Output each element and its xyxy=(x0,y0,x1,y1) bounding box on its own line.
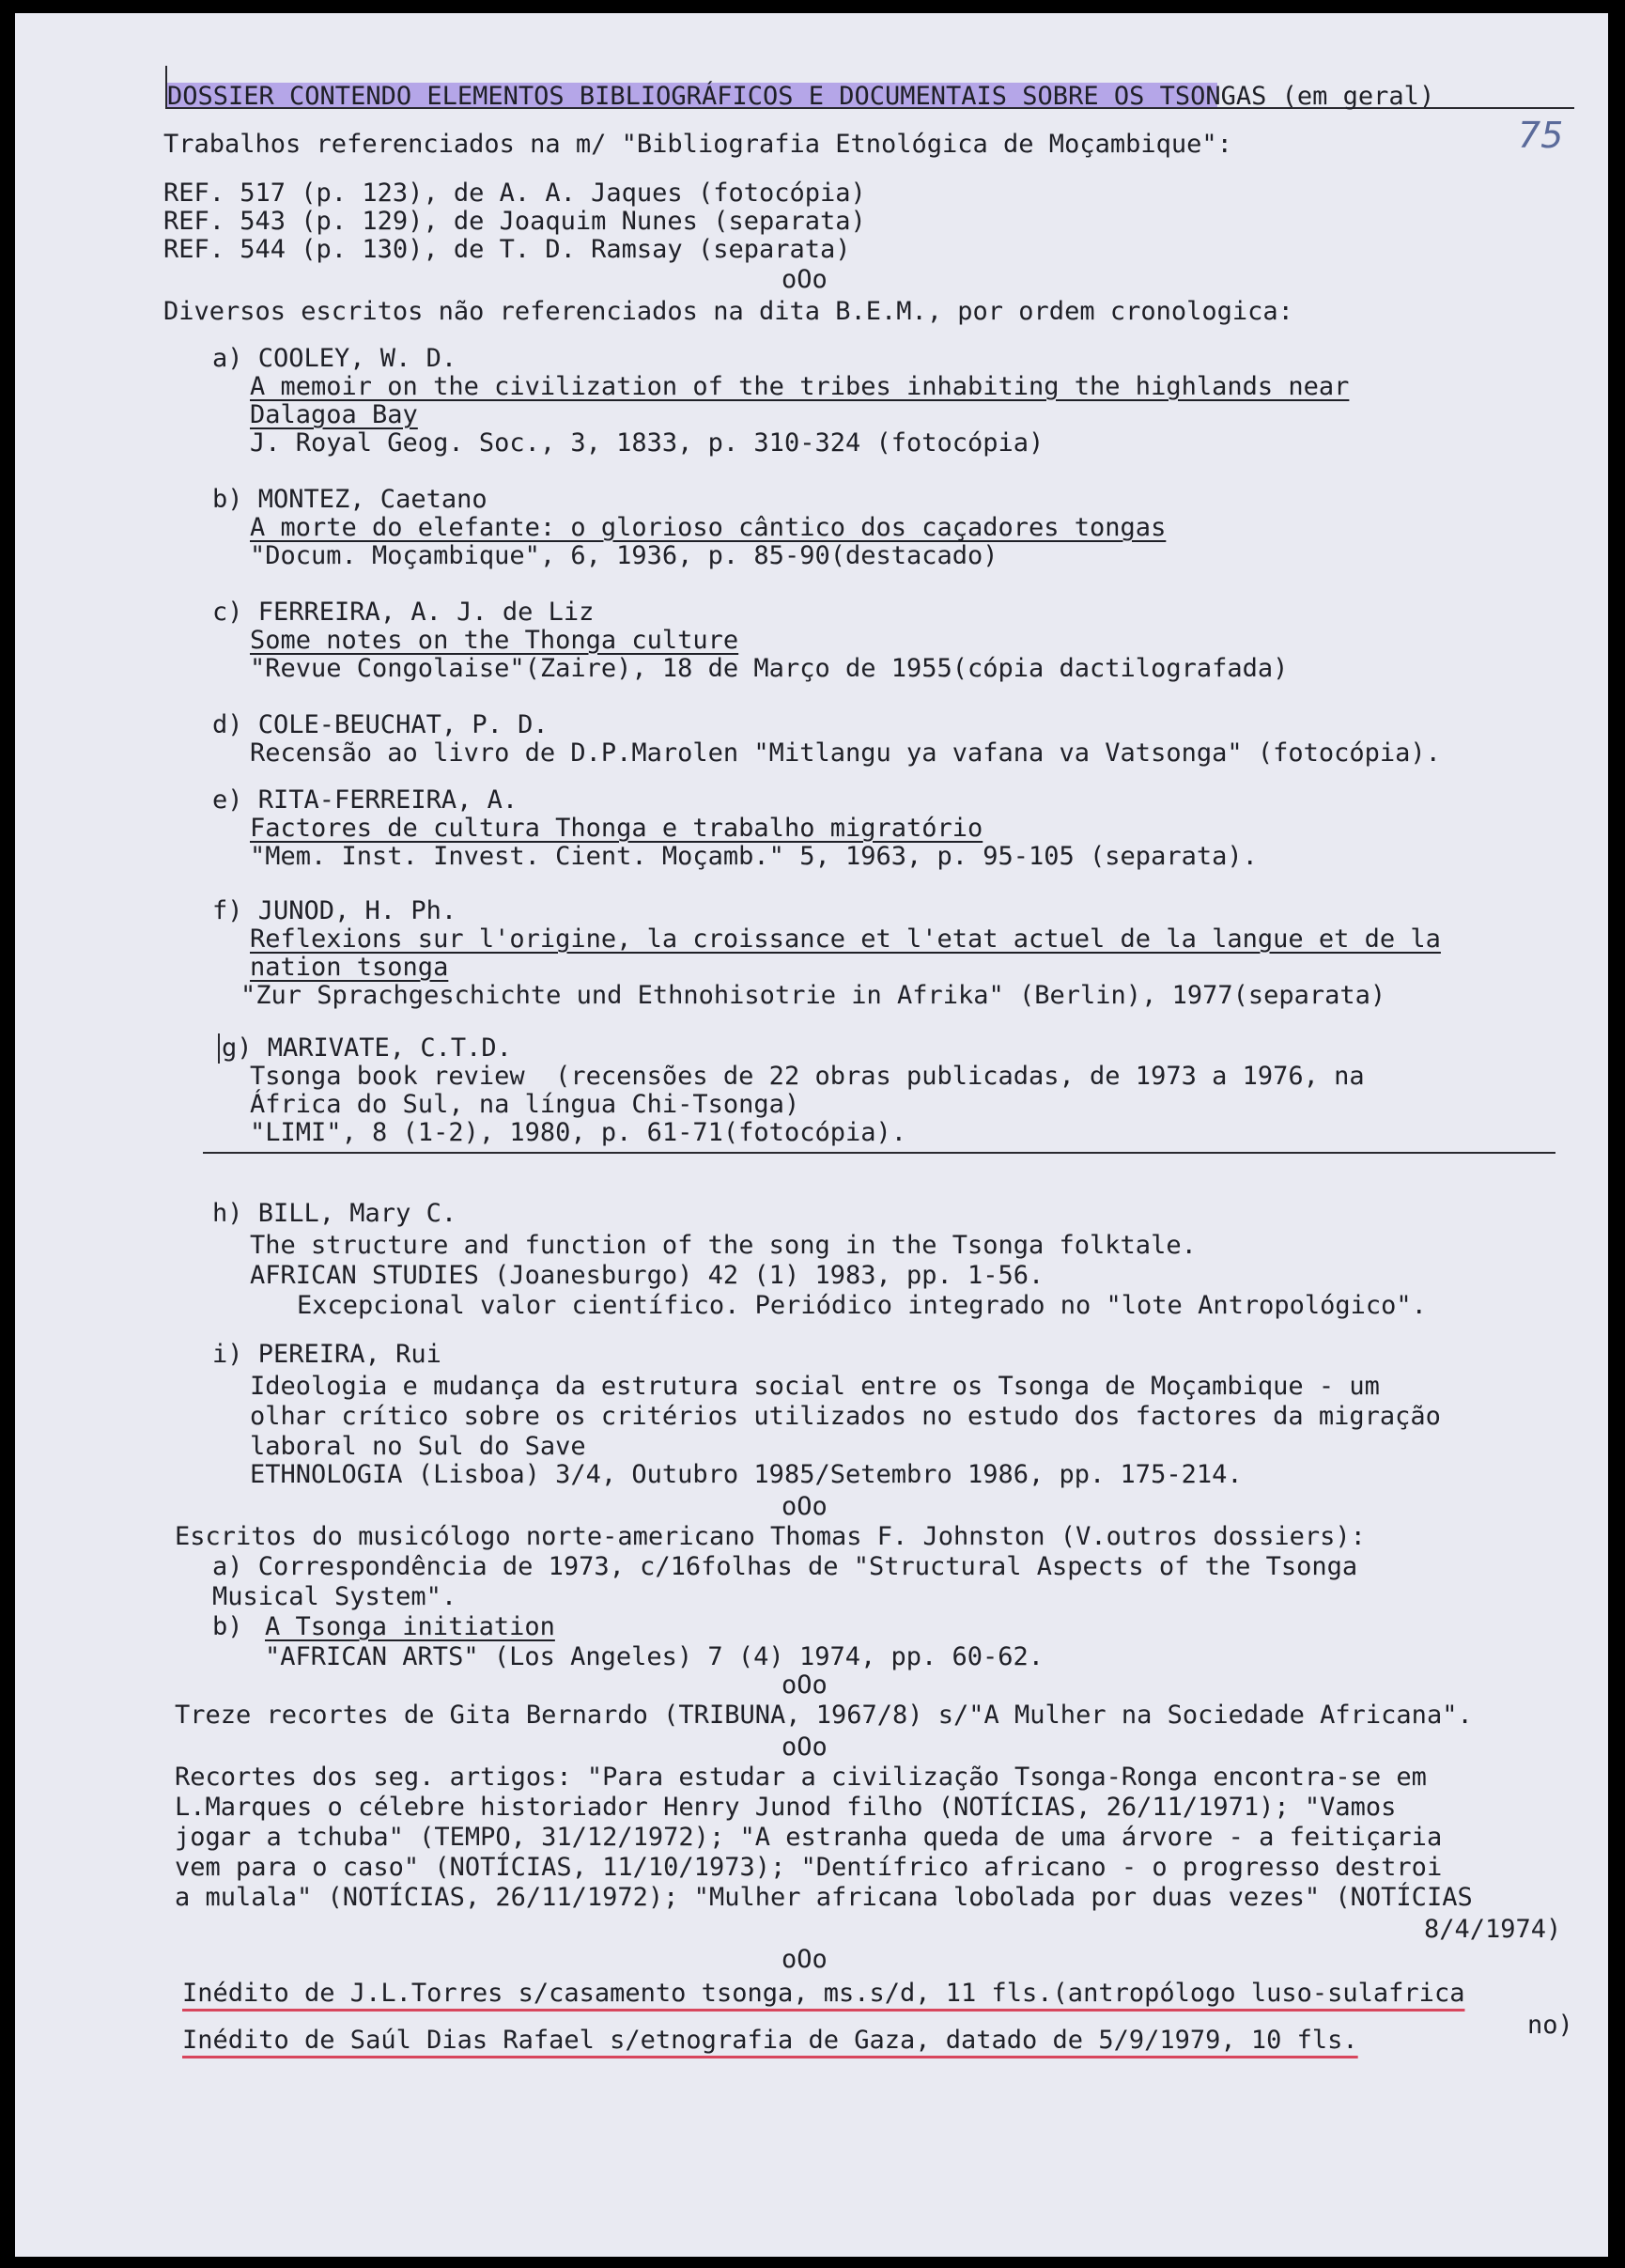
entry-b-source: "Docum. Moçambique", 6, 1936, p. 85-90(destacado) xyxy=(250,541,998,570)
entry-h-title: The structure and function of the song in the Tsonga folktale. xyxy=(250,1231,1197,1260)
document-title: DOSSIER CONTENDO ELEMENTOS BIBLIOGRÁFICOS E DOCUMENTAIS SOBRE OS TSONGAS (em geral) xyxy=(167,82,1435,111)
separator: oOo xyxy=(782,1492,828,1521)
entry-g-title: Tsonga book review (recensões de 22 obras publicadas, de 1973 a 1976, na xyxy=(250,1062,1365,1091)
entry-g-source: "LIMI", 8 (1-2), 1980, p. 61-71(fotocópia). xyxy=(250,1118,906,1147)
separator: oOo xyxy=(782,265,828,294)
entry-i-title: laboral no Sul do Save xyxy=(250,1432,586,1461)
clippings-text: a mulala" (NOTÍCIAS, 26/11/1972); "Mulher africana lobolada por duas vezes" (NOTÍCIAS xyxy=(175,1883,1473,1912)
unpublished-item: Inédito de J.L.Torres s/casamento tsonga, ms.s/d, 11 fls.(antropólogo luso-sulafrica xyxy=(182,1979,1465,2008)
entry-h-author: h) BILL, Mary C. xyxy=(212,1199,457,1228)
entry-a-title: A memoir on the civilization of the tribes inhabiting the highlands near xyxy=(250,372,1350,401)
entry-a-title: Dalagoa Bay xyxy=(250,400,418,429)
johnston-b-source: "AFRICAN ARTS" (Los Angeles) 7 (4) 1974, pp. 60-62. xyxy=(265,1642,1045,1671)
entry-h-source: AFRICAN STUDIES (Joanesburgo) 42 (1) 1983, pp. 1-56. xyxy=(250,1261,1045,1290)
entry-d-text: Recensão ao livro de D.P.Marolen "Mitlangu ya vafana va Vatsonga" (fotocópia). xyxy=(250,738,1441,768)
section-rule xyxy=(203,1152,1555,1154)
entry-c-source: "Revue Congolaise"(Zaire), 18 de Março de 1955(cópia dactilografada) xyxy=(250,654,1289,683)
entry-e-title: Factores de cultura Thonga e trabalho migratório xyxy=(250,814,983,843)
separator: oOo xyxy=(782,1670,828,1700)
clippings-gita: Treze recortes de Gita Bernardo (TRIBUNA, 1967/8) s/"A Mulher na Sociedade Africana". xyxy=(175,1701,1473,1730)
entry-e-author: e) RITA-FERREIRA, A. xyxy=(212,785,518,815)
entry-i-title: olhar crítico sobre os critérios utilizados no estudo dos factores da migração xyxy=(250,1402,1441,1431)
entry-c-title: Some notes on the Thonga culture xyxy=(250,626,739,655)
margin-mark xyxy=(218,1033,220,1064)
entry-b-title: A morte do elefante: o glorioso cântico dos caçadores tongas xyxy=(250,513,1167,542)
ref-line-3: REF. 544 (p. 130), de T. D. Ramsay (separata) xyxy=(163,235,851,264)
entry-i-source: ETHNOLOGIA (Lisboa) 3/4, Outubro 1985/Setembro 1986, pp. 175-214. xyxy=(250,1460,1243,1489)
clippings-text: jogar a tchuba" (TEMPO, 31/12/1972); "A estranha queda de uma árvore - a feitiçaria xyxy=(175,1823,1443,1852)
entry-g-text: África do Sul, na língua Chi-Tsonga) xyxy=(250,1090,800,1119)
entry-b-author: b) MONTEZ, Caetano xyxy=(212,485,488,514)
clippings-text: 8/4/1974) xyxy=(1424,1915,1562,1944)
entry-f-source: "Zur Sprachgeschichte und Ethnohisotrie in Afrika" (Berlin), 1977(separata) xyxy=(240,981,1386,1010)
section-heading: Escritos do musicólogo norte-americano Thomas F. Johnston (V.outros dossiers): xyxy=(175,1522,1366,1551)
johnston-b-label: b) xyxy=(212,1612,243,1641)
entry-f-author: f) JUNOD, H. Ph. xyxy=(212,896,457,925)
separator: oOo xyxy=(782,1945,828,1974)
section-heading: Trabalhos referenciados na m/ "Bibliografia Etnológica de Moçambique": xyxy=(163,130,1232,159)
section-heading: Diversos escritos não referenciados na dita B.E.M., por ordem cronologica: xyxy=(163,297,1293,326)
clippings-text: L.Marques o célebre historiador Henry Junod filho (NOTÍCIAS, 26/11/1971); "Vamos xyxy=(175,1793,1397,1822)
ref-line-1: REF. 517 (p. 123), de A. A. Jaques (fotocópia) xyxy=(163,179,866,208)
entry-f-title: Reflexions sur l'origine, la croissance et l'etat actuel de la langue et de la xyxy=(250,924,1441,954)
clippings-text: Recortes dos seg. artigos: "Para estudar a civilização Tsonga-Ronga encontra-se em xyxy=(175,1763,1427,1792)
document-page xyxy=(15,13,1608,2257)
entry-e-source: "Mem. Inst. Invest. Cient. Moçamb." 5, 1963, p. 95-105 (separata). xyxy=(250,842,1258,871)
unpublished-item: Inédito de Saúl Dias Rafael s/etnografia de Gaza, datado de 5/9/1979, 10 fls. xyxy=(182,2026,1358,2055)
entry-f-title: nation tsonga xyxy=(250,953,449,982)
johnston-a: Musical System". xyxy=(212,1582,457,1611)
unpublished-item-tail: no) xyxy=(1527,2011,1573,2040)
page-number: 75 xyxy=(1518,115,1564,156)
entry-c-author: c) FERREIRA, A. J. de Liz xyxy=(212,598,595,627)
johnston-b-title: A Tsonga initiation xyxy=(265,1612,555,1641)
entry-a-source: J. Royal Geog. Soc., 3, 1833, p. 310-324 (fotocópia) xyxy=(250,428,1045,458)
clippings-text: vem para o caso" (NOTÍCIAS, 11/10/1973); "Dentífrico africano - o progresso destroi xyxy=(175,1853,1443,1882)
entry-i-title: Ideologia e mudança da estrutura social entre os Tsonga de Moçambique - um xyxy=(250,1372,1380,1401)
entry-i-author: i) PEREIRA, Rui xyxy=(212,1340,441,1369)
entry-h-note: Excepcional valor científico. Periódico integrado no "lote Antropológico". xyxy=(297,1291,1427,1320)
johnston-a: a) Correspondência de 1973, c/16folhas de "Structural Aspects of the Tsonga xyxy=(212,1552,1358,1581)
entry-d-author: d) COLE-BEUCHAT, P. D. xyxy=(212,710,549,739)
separator: oOo xyxy=(782,1732,828,1762)
entry-a-author: a) COOLEY, W. D. xyxy=(212,344,457,373)
entry-g-author: g) MARIVATE, C.T.D. xyxy=(222,1033,512,1063)
ref-line-2: REF. 543 (p. 129), de Joaquim Nunes (separata) xyxy=(163,207,866,236)
